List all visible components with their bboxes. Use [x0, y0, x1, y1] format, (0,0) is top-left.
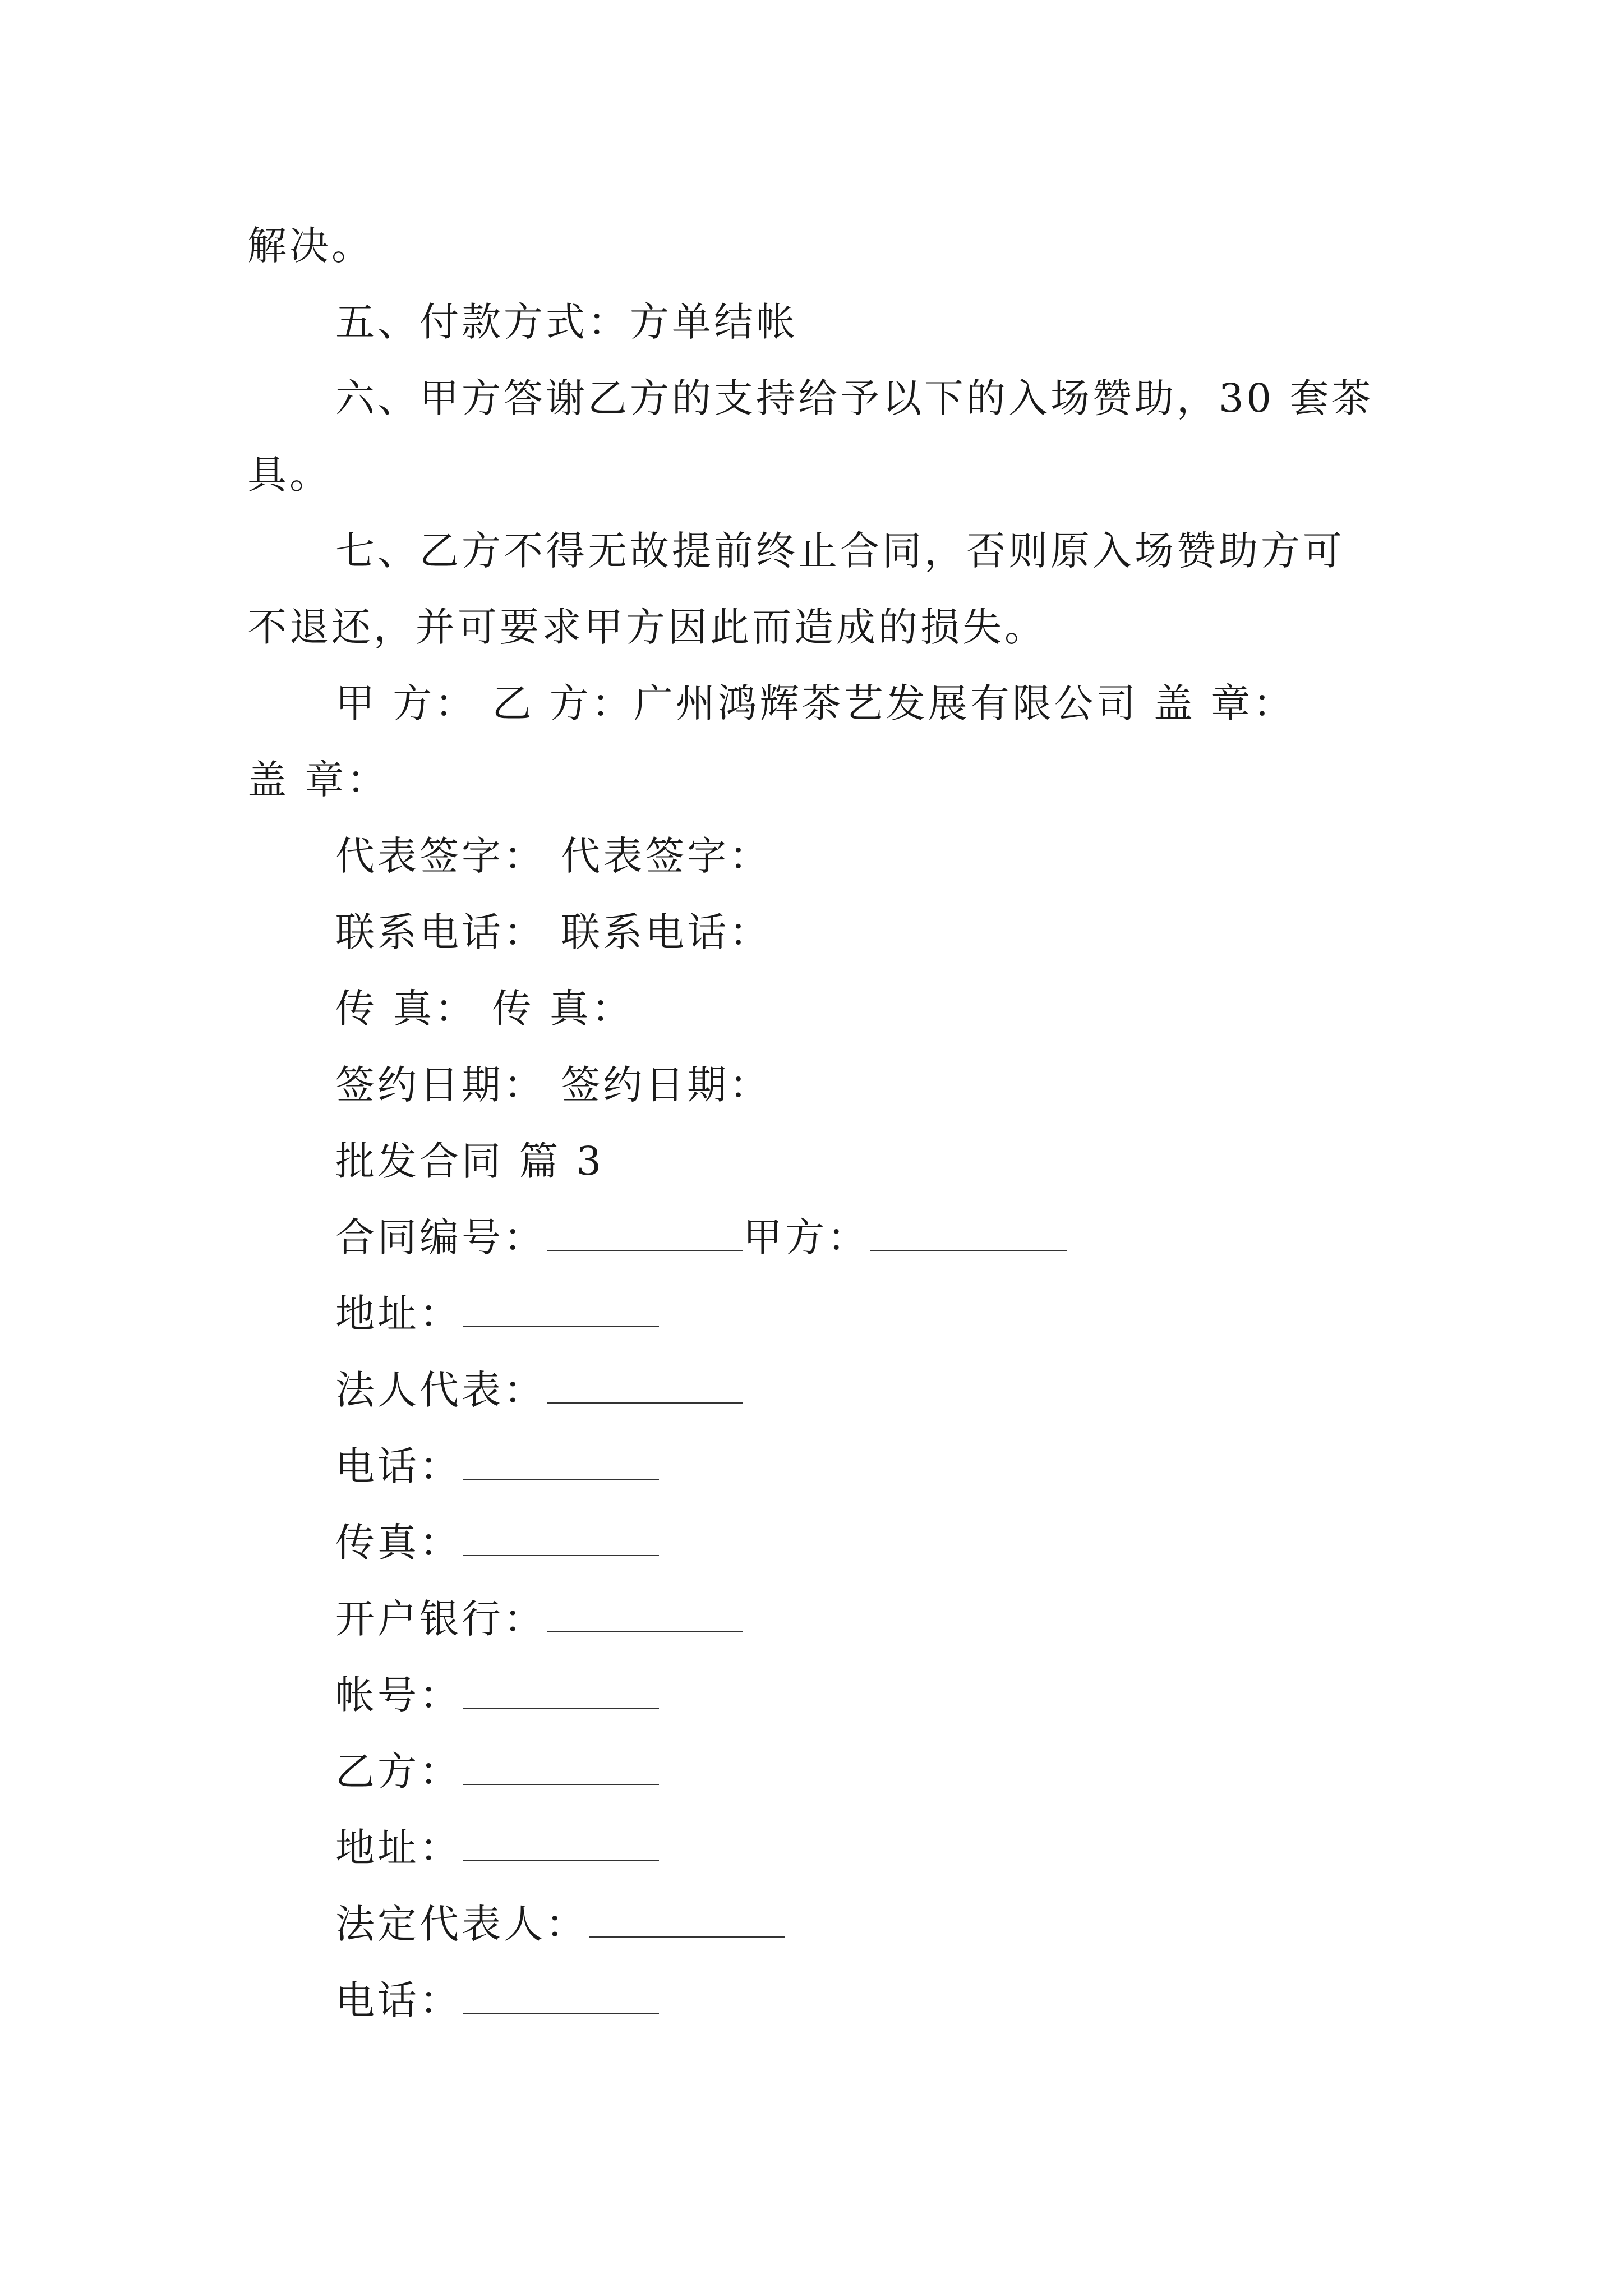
document-body	[247, 208, 1375, 2039]
paragraph-line: 解决。	[247, 223, 374, 269]
form-field-row	[247, 1352, 1375, 1428]
form-field-row	[247, 1504, 1375, 1581]
signature-phone: 联系电话： 联系电话：	[335, 909, 772, 955]
termination-clause: 七、乙方不得无故提前终止合同，否则原入场赞助方可	[335, 528, 1345, 574]
field-blank	[463, 1751, 659, 1785]
field-blank	[589, 1904, 785, 1938]
form-field-row	[247, 1581, 1375, 1657]
party-a-label: 甲方：	[743, 1214, 869, 1260]
payment-clause: 五、付款方式：方单结帐	[335, 299, 798, 345]
field-blank	[463, 1980, 659, 2014]
field-blank	[547, 1599, 743, 1632]
field-blank	[463, 1522, 659, 1556]
form-field-row	[247, 1886, 1375, 1962]
field-label: 电话：	[335, 1443, 462, 1489]
paragraph-line: 不退还，并可要求甲方因此而造成的损失。	[247, 604, 1046, 650]
form-field-row	[247, 1962, 1375, 2039]
field-label: 地址：	[335, 1291, 462, 1337]
form-field-row	[247, 1810, 1375, 1886]
field-blank	[463, 1675, 659, 1709]
field-label: 电话：	[335, 1977, 462, 2023]
signature-fax: 传 真： 传 真：	[335, 986, 634, 1032]
party-a-blank	[870, 1217, 1067, 1251]
contract-number-blank	[547, 1217, 743, 1251]
contract-number-label: 合同编号：	[335, 1214, 546, 1260]
field-blank	[463, 1294, 659, 1327]
contract-number-row	[247, 1199, 1375, 1276]
form-field-row	[247, 1428, 1375, 1504]
field-label: 法人代表：	[335, 1367, 546, 1413]
signature-date: 签约日期： 签约日期：	[335, 1062, 772, 1108]
field-blank	[547, 1370, 743, 1404]
form-field-row	[247, 1733, 1375, 1810]
field-label: 法定代表人：	[335, 1901, 588, 1947]
signature-representative: 代表签字： 代表签字：	[335, 833, 772, 879]
form-field-row	[247, 1276, 1375, 1352]
section-heading: 批发合同 篇 3	[335, 1138, 605, 1184]
field-blank	[463, 1446, 659, 1480]
field-label: 地址：	[335, 1825, 462, 1871]
field-label: 传真：	[335, 1520, 462, 1566]
signature-parties: 甲 方： 乙 方：广州鸿辉茶艺发展有限公司 盖 章：	[335, 680, 1295, 726]
paragraph-line: 盖 章：	[247, 757, 389, 803]
paragraph-line: 具。	[247, 452, 331, 498]
field-label: 乙方：	[335, 1749, 462, 1795]
sponsorship-clause: 六、甲方答谢乙方的支持给予以下的入场赞助，30 套茶	[335, 375, 1374, 421]
form-field-row	[247, 1657, 1375, 1733]
field-blank	[463, 1828, 659, 1861]
field-label: 开户银行：	[335, 1596, 546, 1642]
field-label: 帐号：	[335, 1672, 462, 1718]
